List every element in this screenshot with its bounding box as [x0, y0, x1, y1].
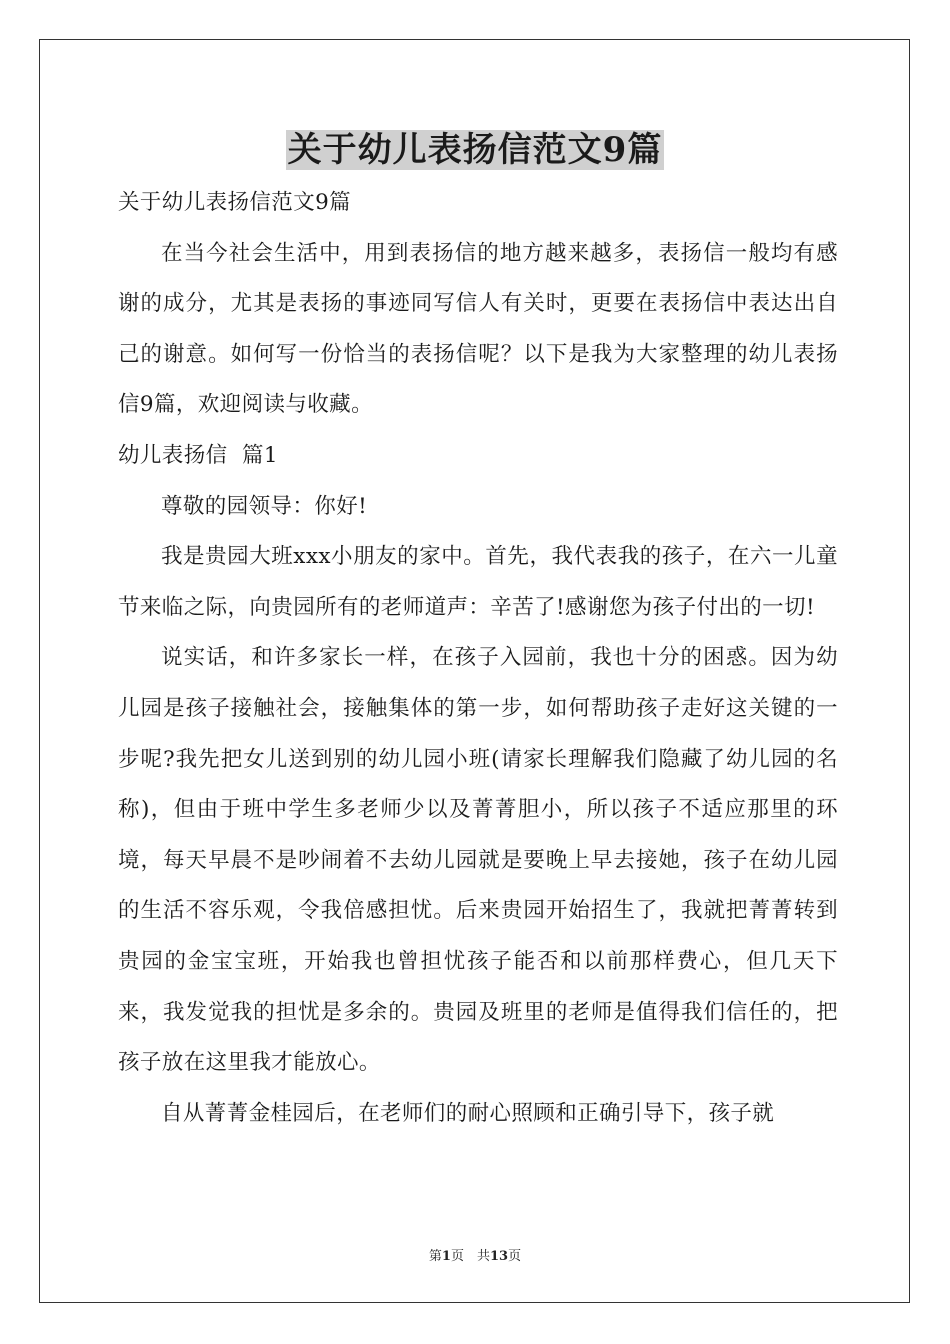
letter-paragraph: 自从菁菁金桂园后，在老师们的耐心照顾和正确引导下，孩子就 [161, 1100, 775, 1126]
page-label-prefix: 第 [428, 1249, 442, 1264]
page-label-suffix: 页 [508, 1249, 522, 1264]
section-heading: 幼儿表扬信 篇1 [118, 442, 278, 468]
document-title-text: 关于幼儿表扬信范文9篇 [287, 130, 663, 170]
letter-paragraph: 我是贵园大班xxx小朋友的家中。首先，我代表我的孩子，在六一儿童节来临之际，向贵园所有的老师道声：辛苦了!感谢您为孩子付出的一切! [118, 544, 838, 620]
page-current-number: 1 [441, 1249, 451, 1264]
document-body [118, 178, 838, 1139]
intro-paragraph: 在当今社会生活中，用到表扬信的地方越来越多，表扬信一般均有感谢的成分，尤其是表扬的事迹同写信人有关时，更要在表扬信中表达出自己的谢意。如何写一份恰当的表扬信呢？以下是我为大家整理的幼儿表扬信9篇，欢迎阅读与收藏。 [118, 240, 838, 418]
page-label-mid: 页 共 [450, 1249, 490, 1264]
document-title [0, 126, 950, 174]
page-total-number: 13 [489, 1249, 509, 1264]
page-footer [0, 1247, 950, 1267]
letter-paragraph: 说实话，和许多家长一样，在孩子入园前，我也十分的困惑。因为幼儿园是孩子接触社会，接触集体的第一步，如何帮助孩子走好这关键的一步呢?我先把女儿送到别的幼儿园小班(请家长理解我们隐藏了幼儿园的名称)，但由于班中学生多老师少以及菁菁胆小，所以孩子不适应那里的环境，每天早晨不是吵闹着不去幼儿园就是要晚上早去接她，孩子在幼儿园的生活不容乐观，令我倍感担忧。后来贵园开始招生了，我就把菁菁转到贵园的金宝宝班，开始我也曾担忧孩子能否和以前那样费心，但几天下来，我发觉我的担忧是多余的。贵园及班里的老师是值得我们信任的，把孩子放在这里我才能放心。 [118, 645, 838, 1076]
letter-salutation: 尊敬的园领导：你好! [161, 493, 368, 519]
document-subtitle: 关于幼儿表扬信范文9篇 [118, 190, 352, 215]
